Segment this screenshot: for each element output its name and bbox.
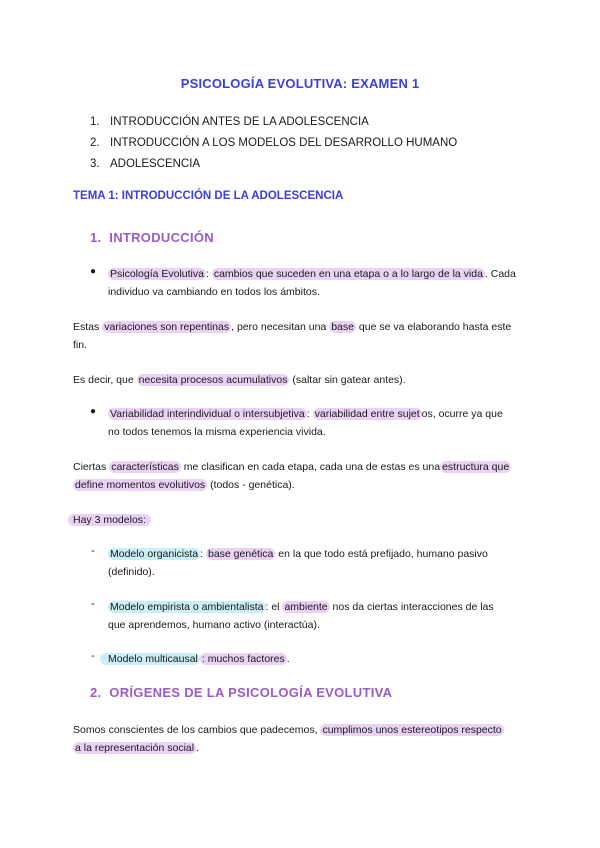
- highlighted-term: Psicología Evolutiva: [110, 268, 204, 280]
- text-span: que aprendemos, humano activo (interactúa).: [108, 619, 320, 631]
- highlighted-text: estructura que: [442, 461, 510, 473]
- highlighted-text: cambios que suceden en una etapa o a lo largo de la vida: [213, 268, 483, 280]
- highlighted-text: a la representación social: [75, 742, 195, 754]
- model-item: [108, 598, 532, 634]
- toc-item: [90, 112, 457, 133]
- toc-item: [90, 133, 457, 154]
- text-span: Estas: [73, 321, 103, 333]
- text-span: Ciertas: [73, 461, 110, 473]
- section-number: 2.: [90, 685, 102, 700]
- highlighted-text: base: [331, 321, 354, 333]
- text-span: .: [286, 653, 290, 665]
- document-title: PSICOLOGÍA EVOLUTIVA: EXAMEN 1: [180, 76, 420, 91]
- bullet-item: [108, 265, 532, 301]
- toc-number: 2.: [90, 137, 100, 149]
- highlighted-term: Modelo organicista: [110, 548, 199, 560]
- text-span: no todos tenemos la misma experiencia vivida.: [108, 426, 326, 438]
- paragraph: [68, 511, 151, 529]
- bullet-dot-icon: ●: [90, 406, 97, 417]
- highlighted-text: base genética: [207, 548, 274, 560]
- text-span: Somos conscientes de los cambios que padecemos,: [73, 724, 321, 736]
- highlighted-text: ambiente: [284, 601, 328, 613]
- bullet-item: [108, 405, 532, 441]
- text-span: Es decir, que: [73, 374, 137, 386]
- highlighted-text: necesita procesos acumulativos: [138, 374, 288, 386]
- section-number: 1.: [90, 230, 102, 245]
- text-span: :: [306, 408, 313, 420]
- highlighted-text: cumplimos unos estereotipos respecto: [322, 724, 502, 736]
- highlighted-text: : muchos factores: [201, 653, 285, 665]
- text-span: .: [196, 742, 199, 754]
- highlighted-text: características: [111, 461, 179, 473]
- highlighted-term: Variabilidad interindividual o intersubjetiva: [110, 408, 305, 420]
- section-title: INTRODUCCIÓN: [109, 230, 214, 245]
- text-span: fin.: [73, 339, 88, 351]
- text-span: : el: [265, 601, 283, 613]
- text-span: individuo va cambiando en todos los ámbitos.: [108, 286, 320, 298]
- bullet-dot-icon: ●: [90, 266, 97, 277]
- text-span: (saltar sin gatear antes).: [289, 374, 406, 386]
- toc-text: INTRODUCCIÓN A LOS MODELOS DEL DESARROLLO HUMANO: [110, 137, 458, 149]
- model-item: [108, 545, 532, 581]
- text-span: os, ocurre ya que: [421, 408, 503, 420]
- paragraph: [73, 458, 533, 494]
- table-of-contents: [90, 112, 457, 175]
- highlighted-text: variabilidad entre sujet: [314, 408, 420, 420]
- section-heading-introduccion: [90, 230, 214, 245]
- text-span: :: [205, 268, 212, 280]
- text-span: . Cada: [484, 268, 516, 280]
- section-heading-origenes: [90, 685, 392, 700]
- text-span: :: [200, 548, 206, 560]
- text-span: en la que todo está prefijado, humano pasivo: [275, 548, 488, 560]
- paragraph: [73, 371, 533, 389]
- highlighted-text: variaciones son repentinas: [104, 321, 230, 333]
- highlighted-text: Hay 3 modelos:: [68, 514, 151, 526]
- dash-marker: -: [91, 598, 95, 610]
- highlighted-term: Modelo multicausal: [100, 653, 200, 665]
- model-item: [100, 650, 530, 668]
- text-span: , pero necesitan una: [231, 321, 330, 333]
- text-span: me clasifican en cada etapa, cada una de estas es una: [180, 461, 441, 473]
- section-title: ORÍGENES DE LA PSICOLOGÍA EVOLUTIVA: [109, 685, 393, 700]
- text-span: nos da ciertas interacciones de las: [329, 601, 494, 613]
- topic-heading: TEMA 1: INTRODUCCIÓN DE LA ADOLESCENCIA: [73, 190, 344, 202]
- toc-number: 1.: [90, 116, 100, 128]
- paragraph: [73, 721, 533, 757]
- paragraph: [73, 318, 533, 354]
- text-span: (todos - genética).: [207, 479, 295, 491]
- highlighted-term: Modelo empirista o ambientalista: [110, 601, 264, 613]
- text-span: que se va elaborando hasta este: [355, 321, 512, 333]
- text-span: (definido).: [108, 566, 155, 578]
- toc-text: INTRODUCCIÓN ANTES DE LA ADOLESCENCIA: [110, 116, 369, 128]
- dash-marker: -: [91, 545, 95, 557]
- toc-text: ADOLESCENCIA: [110, 158, 201, 170]
- toc-item: [90, 154, 457, 175]
- dash-marker: -: [91, 650, 95, 662]
- highlighted-text: define momentos evolutivos: [75, 479, 206, 491]
- toc-number: 3.: [90, 158, 100, 170]
